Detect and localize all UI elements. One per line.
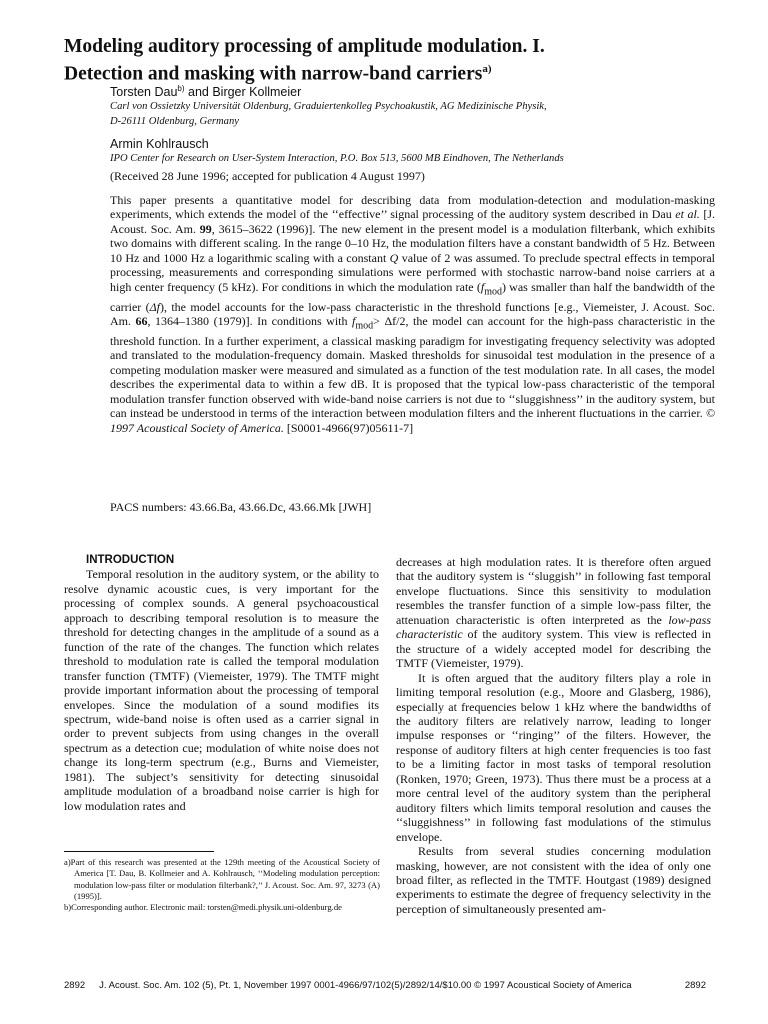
body-paragraph: Results from several studies concerning modulation masking, however, are not consistent with the idea of only one broad filter, as reflected in the TMTF. Houtgast (1989) designed experiments to estimate the degree of frequency selectivity in the perception of simultaneously presented am- — [396, 844, 711, 916]
copyright-notice: © 1997 Acoustical Society of America. — [110, 406, 715, 435]
abstract: This paper presents a quantitative model for describing data from modulation-detection and modulation-masking experiments, which extends the model of the ‘‘effective’’ signal processing of the auditory system described in Dau et al. [J. Acoust. Soc. Am. 99, 3615–3622 (1996)]. The new element in the present model is a modulation filterbank, which exhibits two domains with different scaling. In the range 0–10 Hz, the modulation filters have a constant bandwidth of 5 Hz. Between 10 Hz and 1000 Hz a logarithmic scaling with a constant Q value of 2 was assumed. To preclude spectral effects in temporal processing, measurements and corresponding simulations were performed with stochastic narrow-band noise carriers at a high center frequency (5 kHz). For conditions in which the modulation rate $(f_{mod})$ was smaller than half the bandwidth of the carrier (Δf), the model accounts for the low-pass characteristic in the threshold functions [e.g., Viemeister, J. Acoust. Soc. Am. 66, 1364–1380 (1979)]. In conditions with $f_{mod}> \Delta f/2$, the model can account for the high-pass characteristic in the threshold function. In a further experiment, a classical masking paradigm for investigating frequency selectivity was adopted and translated to the modulation-frequency domain. Masked thresholds for sinusoidal test modulation in the presence of a competing modulation masker were measured and simulated as a function of the test modulation rate. In all cases, the model describes the experimental data to within a few dB. It is proposed that the typical low-pass characteristic of the temporal modulation transfer function observed with wide-band noise carriers is not due to ‘‘sluggishness’’ in the auditory system, but can instead be understood in terms of the interaction between modulation filters and the inherent fluctuations in the carrier. © 1997 Acoustical Society of America. [S0001-4966(97)05611-7] — [110, 193, 716, 435]
affiliation-2: IPO Center for Research on User-System Interaction, P.O. Box 513, 5600 MB Eindhoven, The Netherlands — [110, 153, 564, 164]
section-heading-introduction: INTRODUCTION — [86, 554, 175, 566]
author-name: and Birger Kollmeier — [184, 85, 302, 100]
body-paragraph: decreases at high modulation rates. It is therefore often argued that the auditory system is ‘‘sluggish’’ in following fast temporal envelope fluctuations. Since this sensitivity to modulation resembles the transfer function of a simple low-pass filter, the attenuation characteristic is often interpreted as the low-pass characteristic of the auditory system. This view is reflected in the structure of a widely accepted model for describing the TMTF (Viemeister, 1979). — [396, 555, 711, 671]
received-dates: (Received 28 June 1996; accepted for publication 4 August 1997) — [110, 169, 425, 183]
author-line-1 — [110, 84, 301, 99]
body-paragraph: Temporal resolution in the auditory system, or the ability to resolve dynamic acoustic cues, is very important for the processing of complex sounds. A general psychoacoustical approach to describing temporal resolution is to measure the threshold for detecting changes in the amplitude of a sound as a function of the rate of the changes. The function which relates threshold to modulation rate is called the temporal modulation transfer function (TMTF) (Viemeister, 1979). The TMTF might provide important information about the processing of temporal envelopes. Since the modulation of a sound modifies its spectrum, wide-band noise is often used as a carrier signal in order to prevent subjects from using changes in the overall spectrum as a detection cue; modulation of white noise does not change its long-term spectrum (e.g., Burns and Viemeister, 1981). The subject’s sensitivity for detecting sinusoidal amplitude modulation of a broadband noise carrier is high for low modulation rates and — [64, 567, 379, 813]
author-name: Torsten Dau — [110, 85, 178, 100]
journal-citation: J. Acoust. Soc. Am. 102 (5), Pt. 1, November 1997 0001-4966/97/102(5)/2892/14/$10.00 © 1997 Acoustical Society of America — [99, 980, 632, 991]
page-number-right: 2892 — [684, 980, 706, 991]
page-number-left: 2892 — [64, 980, 86, 991]
footnotes — [64, 857, 380, 913]
author-footnote-marker: b) — [177, 84, 185, 93]
pacs-numbers: PACS numbers: 43.66.Ba, 43.66.Dc, 43.66.Mk [JWH] — [110, 500, 372, 514]
article-code: [S0001-4966(97)05611-7] — [283, 420, 414, 435]
affiliation-1: Carl von Ossietzky Universität Oldenburg, Graduiertenkolleg Psychoakustik, AG Medizinische Physik, D-26111 Oldenburg, Germany — [110, 101, 547, 127]
left-column — [64, 553, 379, 813]
footnote-divider — [64, 851, 214, 852]
body-paragraph: It is often argued that the auditory filters play a role in limiting temporal resolution (e.g., Moore and Glasberg, 1986), especially at frequencies below 1 kHz where the bandwidths of the auditory filters are relatively narrow, leading to longer impulse responses or ‘‘ringing’’ of the filters. However, the response of auditory filters at high center frequencies is too fast to be a limiting factor in most tasks of temporal resolution (Ronken, 1970; Green, 1973). Thus there must be a process at a more central level of the auditory system than the peripheral auditory filters which limits temporal resolution and causes the ‘‘sluggishness’’ in following fast modulations of the stimulus envelope. — [396, 670, 711, 844]
page-footer — [64, 980, 706, 991]
author-line-2: Armin Kohlrausch — [110, 137, 209, 151]
paper-title — [64, 36, 724, 86]
title-line-1: Modeling auditory processing of amplitude modulation. I. — [64, 36, 545, 57]
right-column — [396, 555, 711, 916]
title-line-2: Detection and masking with narrow-band carriers — [64, 63, 483, 85]
footnote-a: a)Part of this research was presented at the 129th meeting of the Acoustical Society of America [T. Dau, B. Kollmeier and A. Kohlrausch, ‘‘Modeling modulation perception: modulation low-pass filter or modulation filterbank?,’’ J. Acoust. Soc. Am. 97, 3273 (A) (1995)]. — [64, 857, 380, 901]
title-footnote-marker: a) — [482, 63, 492, 75]
footnote-b: b)Corresponding author. Electronic mail: torsten@medi.physik.uni-oldenburg.de — [64, 902, 342, 913]
